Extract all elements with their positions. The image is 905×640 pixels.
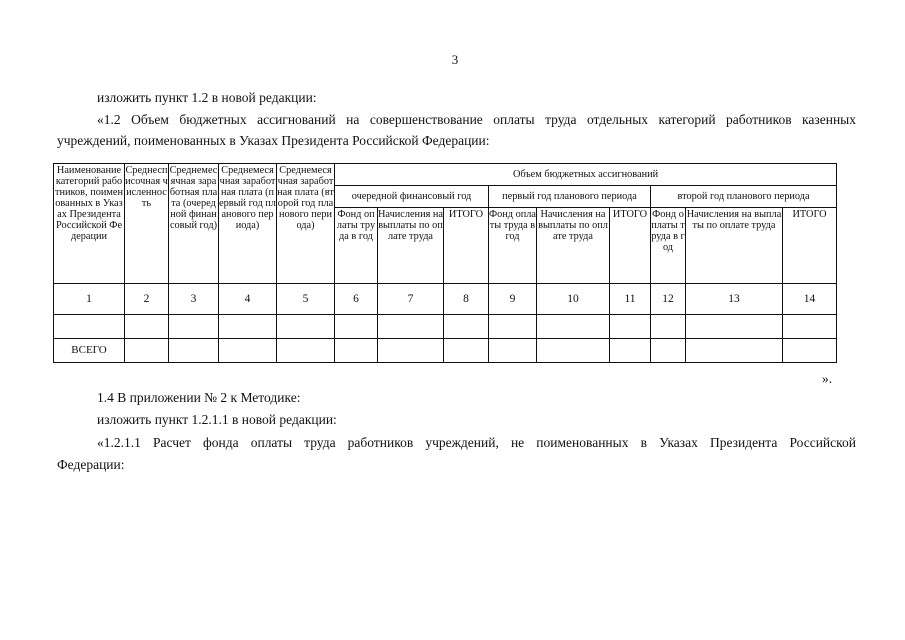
header-itogo-year3: ИТОГО <box>783 208 837 284</box>
page-number: 3 <box>451 52 459 67</box>
column-number-row <box>54 284 837 315</box>
table-cell <box>219 339 277 363</box>
header-budget-allocations: Объем бюджетных ассигнований <box>335 164 837 186</box>
paragraph-1-2-line-1: «1.2 Объем бюджетных ассигнований на совершенствование оплаты труда отдельных категорий работников казенных <box>97 112 856 127</box>
table-cell <box>277 315 335 339</box>
table-cell <box>783 339 837 363</box>
column-number: 13 <box>686 284 783 315</box>
header-fund-year3: Фонд оплаты труда в год <box>651 208 686 284</box>
table-cell <box>444 339 489 363</box>
table-cell <box>537 339 610 363</box>
table-cell <box>219 315 277 339</box>
column-number: 11 <box>610 284 651 315</box>
table-cell <box>783 315 837 339</box>
header-accruals-year3: Начисления на выплаты по оплате труда <box>686 208 783 284</box>
table-cell <box>125 315 169 339</box>
paragraph-1-4: 1.4 В приложении № 2 к Методике: <box>97 390 301 405</box>
column-number: 5 <box>277 284 335 315</box>
header-accruals-year2: Начисления на выплаты по оплате труда <box>537 208 610 284</box>
column-number: 1 <box>54 284 125 315</box>
header-current-financial-year: очередной финансовый год <box>335 186 489 208</box>
header-itogo-year1: ИТОГО <box>444 208 489 284</box>
header-category-name: Наименование категорий работников, поименованных в Указах Президента Российской Федерации <box>54 164 125 284</box>
table-cell <box>537 315 610 339</box>
paragraph-instruction-1: изложить пункт 1.2 в новой редакции: <box>97 90 317 105</box>
table-cell <box>335 339 378 363</box>
column-number: 7 <box>378 284 444 315</box>
column-number: 12 <box>651 284 686 315</box>
paragraph-1-2-line-2: учреждений, поименованных в Указах Президента Российской Федерации: <box>57 133 490 148</box>
header-fund-year2: Фонд оплаты труда в год <box>489 208 537 284</box>
header-salary-second-plan-year: Среднемесячная заработная плата (второй год планового периода) <box>277 164 335 284</box>
table-cell <box>489 339 537 363</box>
paragraph-1-2-1-1-line-2: Федерации: <box>57 457 125 472</box>
header-second-plan-year: второй год планового периода <box>651 186 837 208</box>
table-cell <box>378 315 444 339</box>
table-cell <box>125 339 169 363</box>
header-salary-first-plan-year: Среднемесячная заработная плата (первый год планового периода) <box>219 164 277 284</box>
paragraph-instruction-2: изложить пункт 1.2.1.1 в новой редакции: <box>97 412 337 427</box>
column-number: 8 <box>444 284 489 315</box>
column-number: 4 <box>219 284 277 315</box>
table-cell <box>651 339 686 363</box>
header-salary-current-year: Среднемесячная заработная плата (очередной финансовый год) <box>169 164 219 284</box>
column-number: 9 <box>489 284 537 315</box>
empty-data-row <box>54 315 837 339</box>
table-cell <box>444 315 489 339</box>
table-cell <box>378 339 444 363</box>
total-label: ВСЕГО <box>54 339 125 363</box>
total-row <box>54 339 837 363</box>
table-cell <box>54 315 125 339</box>
column-number: 14 <box>783 284 837 315</box>
table-cell <box>651 315 686 339</box>
column-number: 3 <box>169 284 219 315</box>
budget-allocations-table <box>53 163 837 363</box>
table-cell <box>169 339 219 363</box>
column-number: 6 <box>335 284 378 315</box>
table-cell <box>277 339 335 363</box>
header-accruals-year1: Начисления на выплаты по оплате труда <box>378 208 444 284</box>
header-average-headcount: Среднесписочная численность <box>125 164 169 284</box>
table-cell <box>489 315 537 339</box>
column-number: 2 <box>125 284 169 315</box>
table-cell <box>169 315 219 339</box>
table-cell <box>610 315 651 339</box>
closing-quote: ». <box>822 371 833 386</box>
table-cell <box>686 315 783 339</box>
column-number: 10 <box>537 284 610 315</box>
header-fund-year1: Фонд оплаты труда в год <box>335 208 378 284</box>
table-cell <box>610 339 651 363</box>
table-cell <box>335 315 378 339</box>
header-first-plan-year: первый год планового периода <box>489 186 651 208</box>
table-cell <box>686 339 783 363</box>
header-itogo-year2: ИТОГО <box>610 208 651 284</box>
paragraph-1-2-1-1-line-1: «1.2.1.1 Расчет фонда оплаты труда работников учреждений, не поименованных в Указах Президента Российской <box>97 435 856 450</box>
